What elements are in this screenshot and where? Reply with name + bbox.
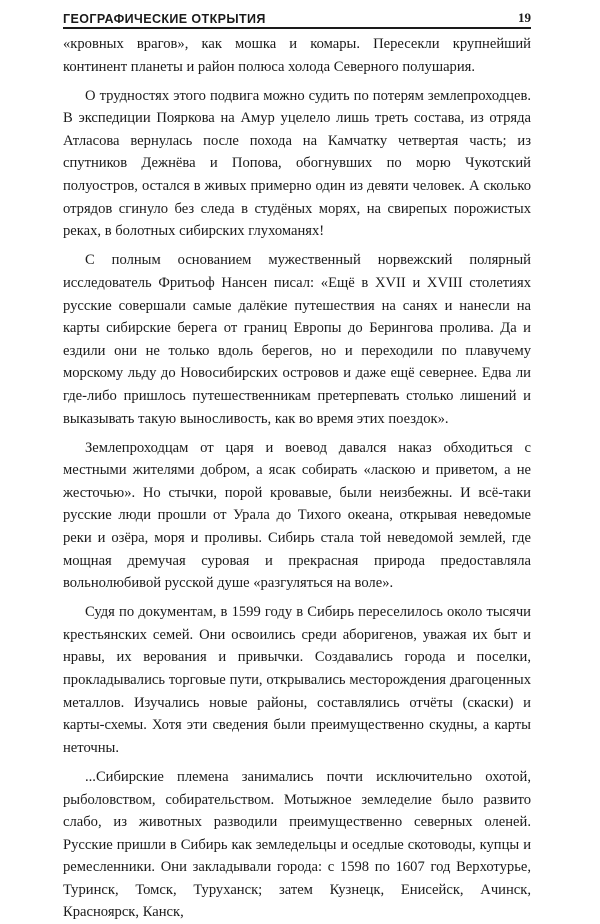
header-rule <box>63 27 531 29</box>
paragraph: О трудностях этого подвига можно судить по потерям землепроходцев. В экспедиции Пояркова на Амур уцелело лишь треть состава, из отряда Атласова вернулась после похода на Камчатку четвертая часть; из спутников Дежнёва и Попова, обогнувших по морю Чукотский полуостров, остался в живых примерно один из девяти человек. А сколько отрядов сгинуло без следа в студёных морях, на свирепых порожистых реках, в болотных сибирских глухоманях! <box>63 87 531 240</box>
chapter-title: ГЕОГРАФИЧЕСКИЕ ОТКРЫТИЯ <box>63 12 266 26</box>
paragraph: Землепроходцам от царя и воевод давался наказ обходиться с местными жителями добром, а ясак собирать «ласкою и приветом, а не жесточью». Но стычки, порой кровавые, были неизбежны. И всё-таки русские люди прошли от Урала до Тихого океана, открывая неведомые реки и озёра, моря и проливы. Сибирь стала той неведомой землей, где мощная дремучая суровая и прекрасная природа предоставляла вольнолюбивой русской душе «разгуляться на воле». <box>63 439 531 592</box>
page-body <box>63 33 531 924</box>
running-header <box>63 6 531 26</box>
paragraph: Судя по документам, в 1599 году в Сибирь переселилось около тысячи крестьянских семей. Они освоились среди аборигенов, уважая их быт и нравы, их верования и привычки. Создавались города и поселки, прокладывались торговые пути, открывались месторождения драгоценных металлов. Изучались новые районы, составлялись отчёты (скаски) и карты-схемы. Хотя эти сведения были преимущественно скудны, а карты неточны. <box>63 604 531 756</box>
paragraph: ...Сибирские племена занимались почти исключительно охотой, рыболовством, собирательством. Мотыжное земледелие было развито слабо, из животных разводили преимущественно северных оленей. Русские пришли в Сибирь как земледельцы и оседлые скотоводы, купцы и ремесленники. Они закладывали города: с 1598 по 1607 год Верхотурье, Туринск, Томск, Туруханск; затем Кузнецк, Енисейск, Ачинск, Красноярск, Канск, <box>63 768 531 921</box>
page-number: 19 <box>518 10 531 25</box>
paragraph: «кровных врагов», как мошка и комары. Пересекли крупнейший континент планеты и район полюса холода Северного полушария. <box>63 36 531 75</box>
paragraph: С полным основанием мужественный норвежский полярный исследователь Фритьоф Нансен писал: «Ещё в XVII и XVIII столетиях русские совершали самые далёкие путешествия на санях и нанесли на карты сибирские берега от границ Европы до Берингова пролива. Да и ездили они не только вдоль берегов, но и переходили по плавучему морскому льду до Новосибирских островов и даже ещё севернее. Едва ли где-либо пришлось путешественникам претерпевать столько лишений и выказывать такую выносливость, как во время этих поездок». <box>63 252 531 427</box>
